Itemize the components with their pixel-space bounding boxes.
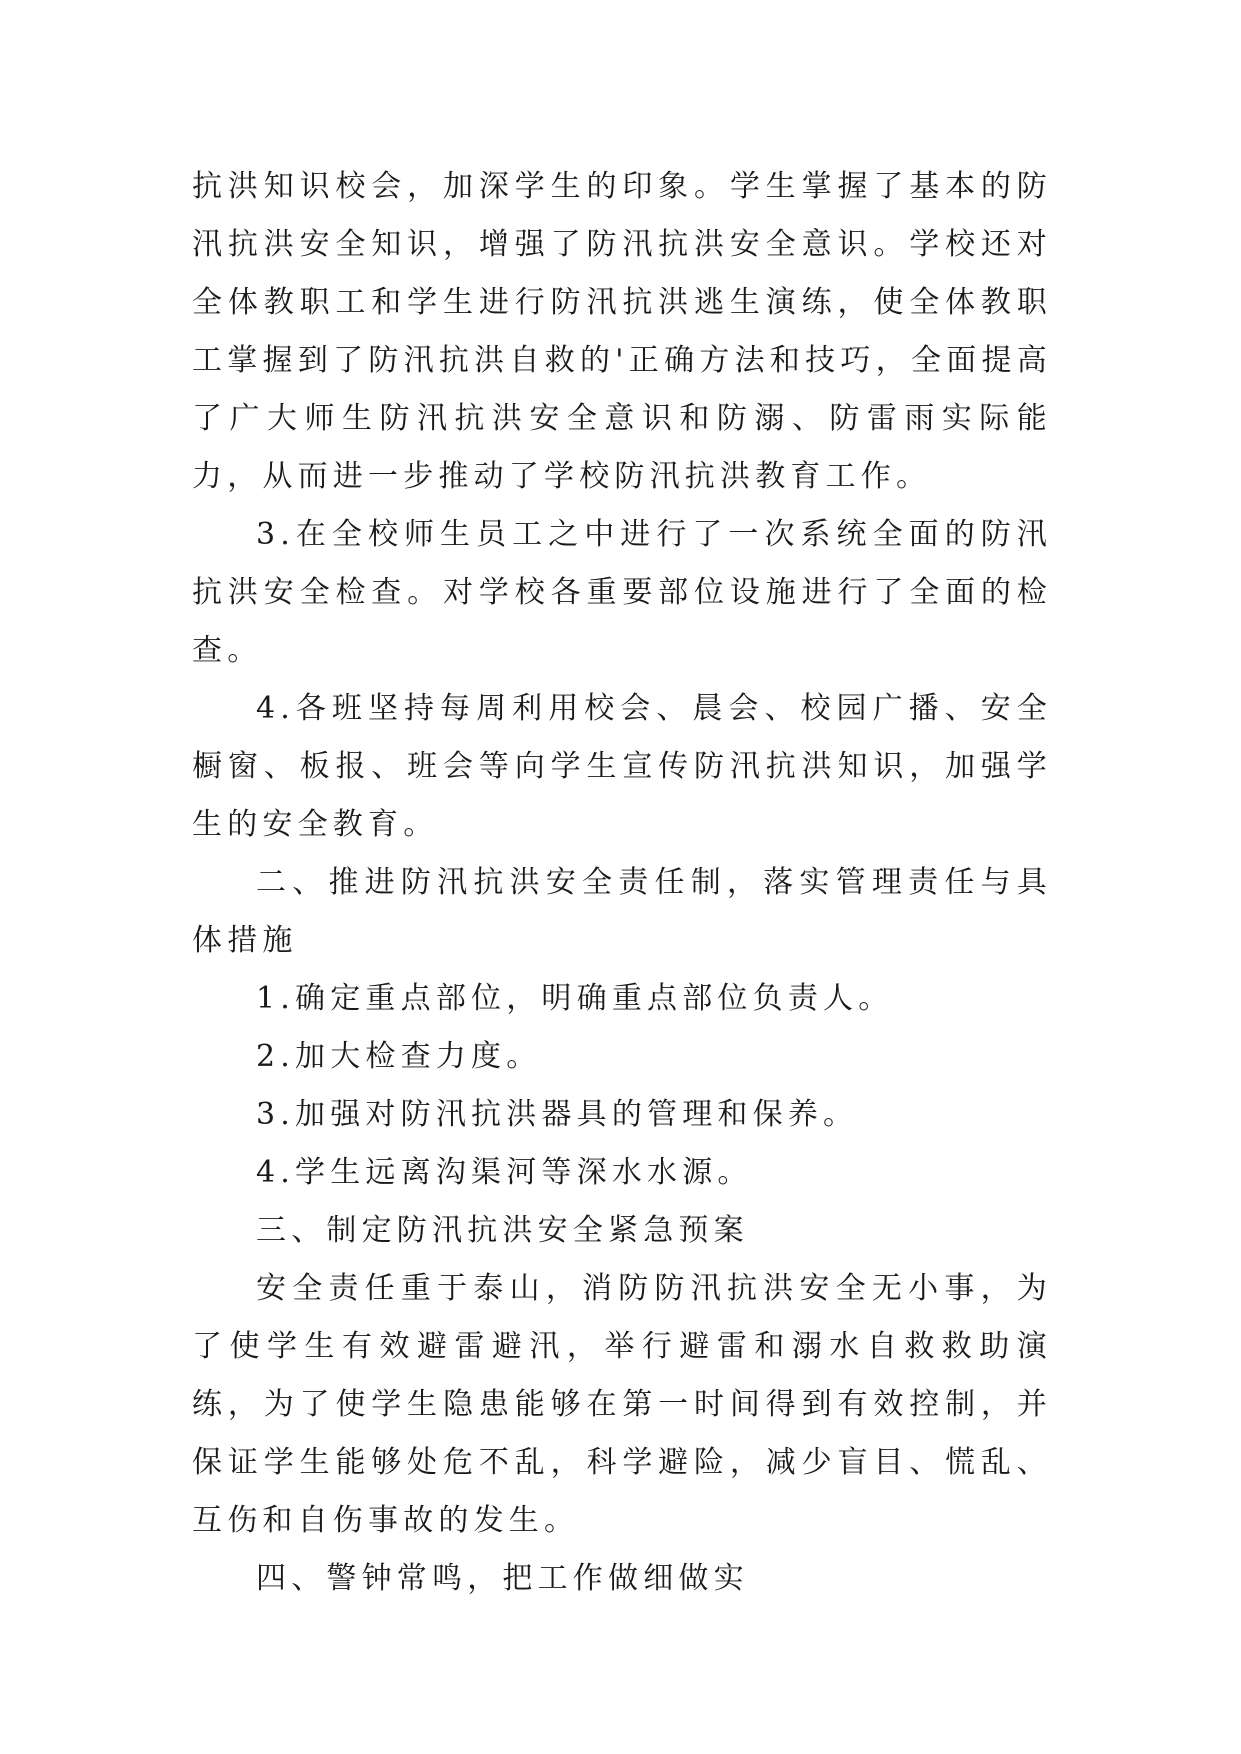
paragraph-item-4-publicity: 4.各班坚持每周利用校会、晨会、校园广播、安全橱窗、板报、班会等向学生宣传防汛抗洪知识，加强学生的安全教育。 [192, 691, 1052, 842]
section-heading-2: 二、推进防汛抗洪安全责任制，落实管理责任与具体措施 [192, 865, 1052, 958]
section-heading-4: 四、警钟常鸣，把工作做细做实 [256, 1561, 749, 1596]
list-item-4: 4.学生远离沟渠河等深水水源。 [256, 1155, 753, 1190]
paragraph-continuation: 抗洪知识校会，加深学生的印象。学生掌握了基本的防汛抗洪安全知识，增强了防汛抗洪安全意识。学校还对全体教职工和学生进行防汛抗洪逃生演练，使全体教职工掌握到了防汛抗洪自救的'正确方法和技巧，全面提高了广大师生防汛抗洪安全意识和防溺、防雷雨实际能力，从而进一步推动了学校防汛抗洪教育工作。 [192, 169, 1052, 494]
document-body [192, 158, 1052, 1608]
list-item-3: 3.加强对防汛抗洪器具的管理和保养。 [256, 1097, 859, 1132]
list-item-2: 2.加大检查力度。 [256, 1039, 542, 1074]
paragraph-item-3-inspection: 3.在全校师生员工之中进行了一次系统全面的防汛抗洪安全检查。对学校各重要部位设施进行了全面的检查。 [192, 517, 1052, 668]
section-heading-3: 三、制定防汛抗洪安全紧急预案 [256, 1213, 749, 1248]
list-item-1: 1.确定重点部位，明确重点部位负责人。 [256, 981, 894, 1016]
paragraph-emergency-plan: 安全责任重于泰山，消防防汛抗洪安全无小事，为了使学生有效避雷避汛，举行避雷和溺水自救救助演练，为了使学生隐患能够在第一时间得到有效控制，并保证学生能够处危不乱，科学避险，减少盲目、慌乱、互伤和自伤事故的发生。 [192, 1271, 1052, 1538]
